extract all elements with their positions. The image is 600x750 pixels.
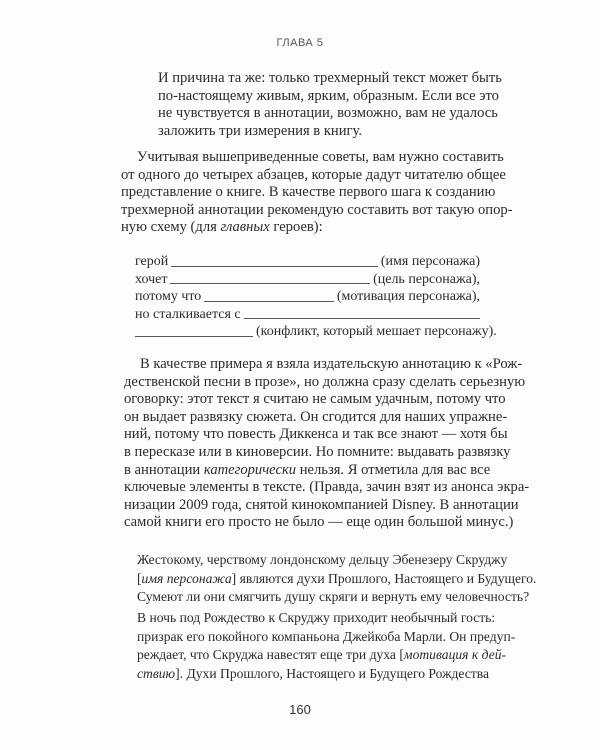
- form-row-conflict-note: [135, 323, 497, 341]
- text-segment: низации 2009 года, снятой кинокомпанией Disney. В аннотации: [124, 496, 519, 513]
- text-line: [158, 123, 480, 141]
- blank-line: [244, 306, 480, 319]
- text-line: [124, 391, 506, 409]
- form-label: потому что: [135, 289, 202, 305]
- text-line: [158, 87, 499, 106]
- text-segment: дественской песни в прозе», но должна сразу сделать серьезную: [124, 373, 526, 390]
- form-label: герой: [135, 254, 169, 269]
- form-note: (мотивация персонажа),: [336, 289, 480, 305]
- text-line: [137, 628, 516, 647]
- text-line: [137, 570, 537, 589]
- text-segment: в аннотации: [124, 461, 204, 478]
- text-segment: нельзя. Я отметила для вас все: [296, 461, 491, 478]
- form-note: (конфликт, который мешает персонажу).: [256, 324, 497, 340]
- text-segment: ний, потому что повесть Диккенса и так все знают — хотя бы: [124, 426, 508, 443]
- text-segment: не чувствуется в аннотации, возможно, вам не удалось: [158, 105, 498, 122]
- text-line: [121, 166, 506, 185]
- text-line: [137, 665, 489, 684]
- paragraph-intro: [158, 70, 502, 140]
- text-segment: призрак его покойного компаньона Джейкоба Марли. Он предуп-: [137, 628, 516, 644]
- text-line: [124, 461, 491, 480]
- text-segment: в пересказе или в киноверсии. Но помните: выдавать развязку: [124, 443, 511, 460]
- text-line: [158, 70, 502, 88]
- italic-text: главных: [220, 219, 270, 236]
- text-segment: В ночь под Рождество к Скруджу приходит необычный гость:: [137, 610, 496, 625]
- text-segment: оговорку: этот текст я считаю не самым удачным, потому что: [124, 391, 506, 408]
- blank-line: [171, 254, 378, 267]
- running-header: ГЛАВА 5: [276, 37, 324, 49]
- text-segment: ключевые элементы в тексте. (Правда, зачин взят из анонса экра-: [124, 479, 530, 496]
- blank-line: [135, 324, 253, 337]
- text-segment: от одного до четырех абзацев, которые дадут читателю общее: [121, 166, 506, 183]
- text-line: [137, 588, 530, 607]
- text-line: [124, 514, 514, 532]
- text-segment: В качестве примера я взяла издательскую аннотацию к «Рож-: [140, 356, 523, 372]
- italic-text: ствию: [137, 665, 176, 681]
- text-segment: героев):: [269, 219, 323, 236]
- quote-annotation-2: [137, 609, 516, 683]
- text-segment: самой книги его просто не было — еще один большой минус.): [124, 514, 514, 531]
- text-line: [121, 149, 504, 167]
- page-number: 160: [289, 702, 311, 717]
- text-segment: ную схему (для: [121, 219, 221, 236]
- text-segment: по-настоящему живым, ярким, образным. Если все это: [158, 87, 499, 104]
- text-segment: Сумеют ли они смягчить душу скряги и вернуть ему человечность?: [137, 589, 530, 605]
- text-segment: трехмерной аннотации рекомендую составить вот такую опор-: [121, 201, 513, 218]
- text-line: [124, 408, 508, 427]
- form-row-conflict: [135, 306, 480, 324]
- text-segment: реждает, что Скруджа навестят еще три духа [: [137, 647, 404, 663]
- text-line: [124, 479, 530, 497]
- text-segment: ] являются духи Прошлого, Настоящего и Будущего.: [231, 570, 537, 586]
- paragraph-advice: [121, 149, 513, 237]
- text-segment: ]. Духи Прошлого, Настоящего и Будущего Рождества: [175, 665, 489, 681]
- text-segment: заложить три измерения в книгу.: [158, 122, 363, 139]
- text-segment: И причина та же: только трехмерный текст может быть: [158, 70, 502, 86]
- text-segment: он выдает развязку сюжета. Он сгодится для наших упражне-: [124, 408, 508, 425]
- italic-text: категорически: [203, 461, 297, 478]
- text-line: [124, 443, 511, 462]
- italic-text: мотивация к дей-: [403, 647, 507, 663]
- form-row-goal: [135, 271, 480, 289]
- form-row-motivation: [135, 288, 480, 306]
- text-segment: Жестокому, черствому лондонскому дельцу Эбенезеру Скруджу: [137, 552, 508, 567]
- text-line: [121, 201, 513, 220]
- italic-text: имя персонажа: [141, 570, 232, 586]
- text-line: [121, 219, 480, 237]
- text-segment: представление о книге. В качестве первого шага к созданию: [121, 184, 496, 201]
- text-line: [121, 184, 496, 202]
- annotation-scheme-form: [135, 253, 497, 341]
- quote-annotation-1: [137, 551, 537, 607]
- form-label: но сталкивается с: [135, 306, 241, 322]
- text-line: [124, 356, 523, 374]
- paragraph-example: [124, 356, 530, 532]
- text-line: [124, 373, 526, 392]
- text-line: [137, 609, 496, 628]
- text-line: [124, 496, 519, 515]
- form-label: хочет: [135, 271, 168, 287]
- form-note: (имя персонажа): [380, 254, 480, 269]
- blank-line: [204, 289, 334, 302]
- blank-line: [170, 271, 370, 284]
- text-segment: Учитывая вышеприведенные советы, вам нужно составить: [137, 149, 504, 165]
- text-line: [137, 646, 507, 665]
- text-line: [158, 105, 498, 123]
- text-line: [124, 426, 508, 444]
- form-row-hero: [135, 253, 480, 271]
- text-line: [137, 551, 508, 570]
- form-note: (цель персонажа),: [373, 271, 480, 287]
- text-segment: [: [137, 570, 142, 586]
